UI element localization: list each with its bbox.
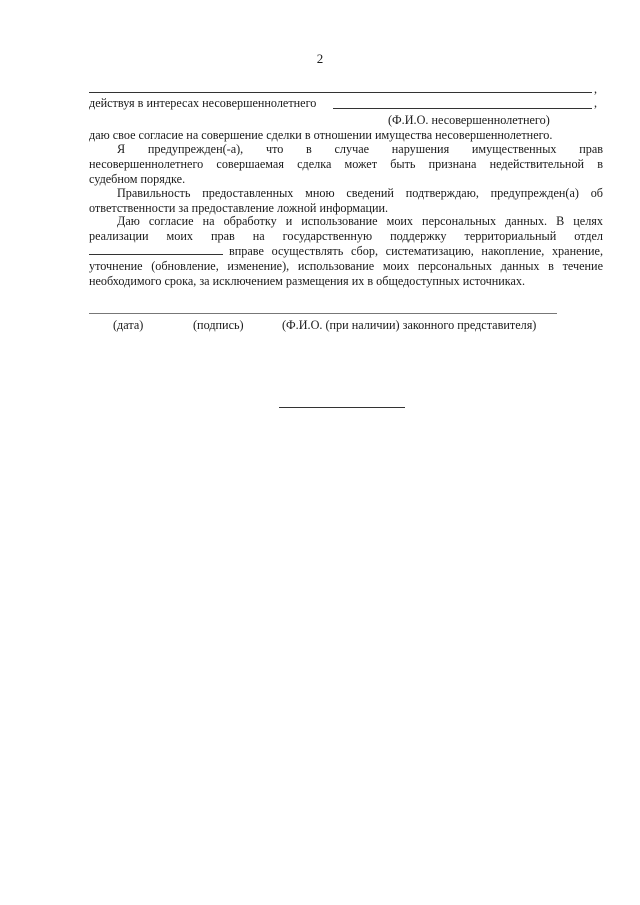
row1-comma: , [594,82,598,96]
personal-data-line-4: уточнение (обновление, изменение), использование моих персональных данных в течение [89,259,603,273]
confirm-line-1: Правильность предоставленных мною сведений подтверждаю, предупрежден(а) об [117,186,603,200]
minor-name-caption: (Ф.И.О. несовершеннолетнего) [388,113,550,127]
personal-data-paragraph [89,214,603,289]
page-number: 2 [316,51,324,66]
signature-line [89,313,557,314]
consent-to-deal-text: даю свое согласие на совершение сделки в отношении имущества несовершеннолетнего. [89,128,553,142]
personal-data-line-2: реализации моих прав на государственную поддержку территориальный отдел [89,229,603,243]
personal-data-line-1: Даю согласие на обработку и использование моих персональных данных. В целях [117,214,603,228]
personal-data-line-3: вправе осуществлять сбор, систематизацию, накопление, хранение, [229,244,603,258]
personal-data-line-5: необходимого срока, за исключением размещения их в общедоступных источниках. [89,274,526,288]
warning-line-2: несовершеннолетнего совершаемая сделка может быть признана недействительной в [89,157,603,171]
territorial-department-blank [89,254,223,255]
confirm-line-2: ответственности за предоставление ложной информации. [89,201,389,215]
acting-for-minor-label: действуя в интересах несовершеннолетнего [89,96,317,110]
minor-name-blank [333,108,592,109]
confirm-paragraph [89,186,603,216]
signature-caption: (подпись) [193,318,244,332]
warning-line-3: судебном порядке. [89,172,186,186]
closing-separator [279,407,405,408]
warning-line-1: Я предупрежден(-а), что в случае нарушения имущественных прав [117,142,603,156]
representative-name-caption: (Ф.И.О. (при наличии) законного представителя) [282,318,537,332]
warning-paragraph [89,142,603,187]
row2-comma: , [594,96,598,110]
date-caption: (дата) [113,318,144,332]
representative-name-blank [89,92,592,93]
